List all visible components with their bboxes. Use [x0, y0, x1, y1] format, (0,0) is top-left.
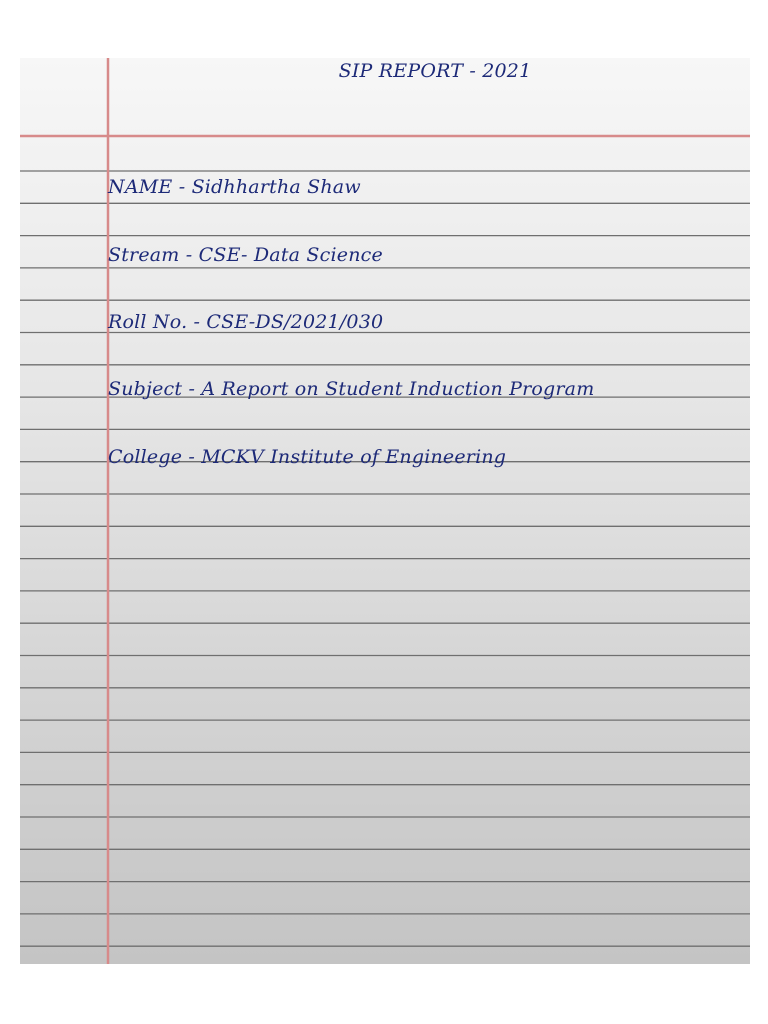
subject-field: Subject - A Report on Student Induction Program — [108, 378, 595, 400]
name-field: NAME - Sidhhartha Shaw — [108, 176, 361, 198]
report-title: SIP REPORT - 2021 — [338, 60, 532, 82]
notebook-page — [20, 58, 750, 964]
college-field: College - MCKV Institute of Engineering — [108, 446, 507, 468]
roll-number-field: Roll No. - CSE-DS/2021/030 — [108, 311, 384, 333]
stream-field: Stream - CSE- Data Science — [108, 244, 383, 266]
